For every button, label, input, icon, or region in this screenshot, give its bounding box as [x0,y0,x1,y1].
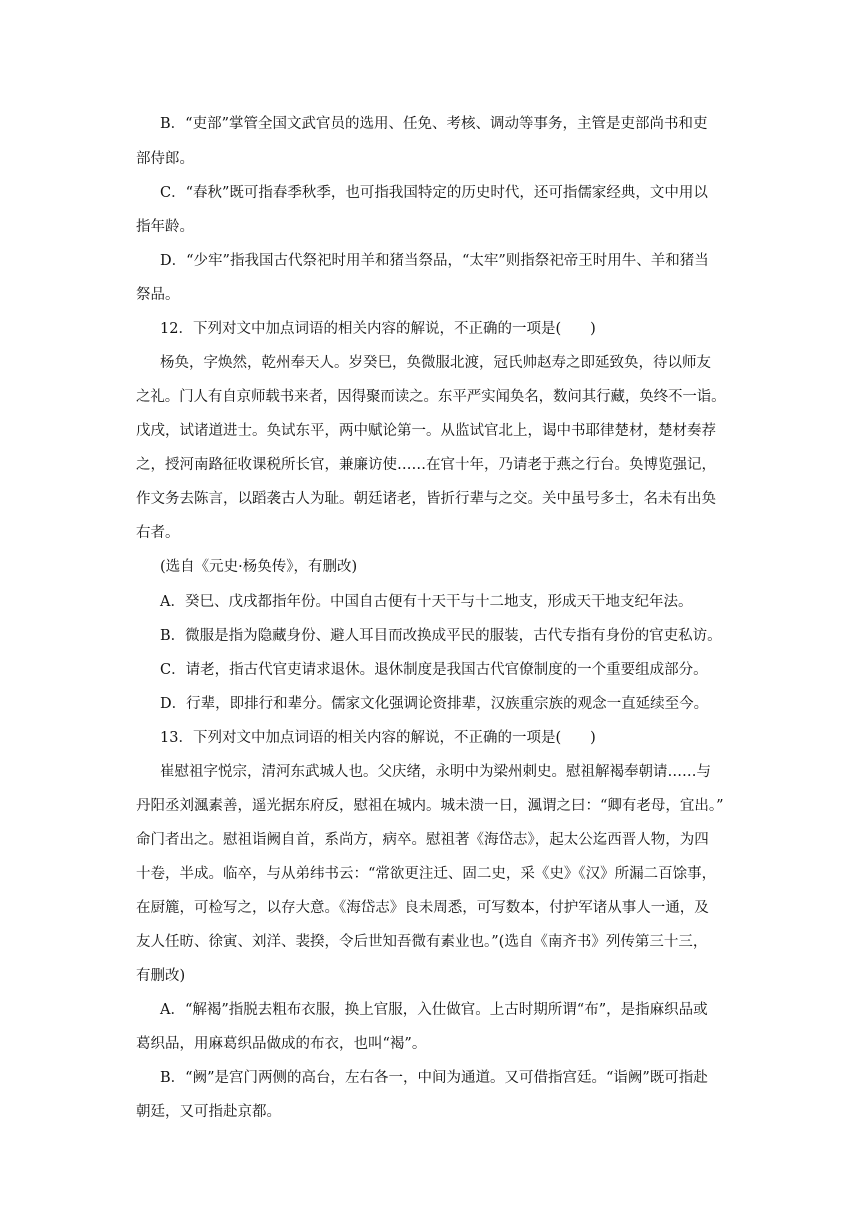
q12-option-c: C．请老，指古代官吏请求退休。退休制度是我国古代官僚制度的一个重要组成部分。 [160,662,708,678]
q13-option-b-line-1: B．“阙”是宫门两侧的高台，左右各一，中间为通道。又可借指宫廷。“诣阙”既可指赴 [160,1070,708,1086]
passage-12-line-3: 戊戌，试诸道进士。奂试东平，两中赋论第一。从监试官北上，谒中书耶律楚材，楚材奏荐 [136,423,716,439]
option-d-line-1: D．“少牢”指我国古代祭祀时用羊和猪当祭品，“太牢”则指祭祀帝王时用牛、羊和猪当 [160,253,709,269]
question-13-stem: 13．下列对文中加点词语的相关内容的解说，不正确的一项是( ) [160,730,596,746]
q13-option-a-line-2: 葛织品，用麻葛织品做成的布衣，也叫“褐”。 [136,1036,427,1052]
q12-option-a: A．癸巳、戊戌都指年份。中国自古便有十天干与十二地支，形成天干地支纪年法。 [160,594,693,610]
q12-option-d: D．行辈，即排行和辈分。儒家文化强调论资排辈，汉族重宗族的观念一直延续至今。 [160,696,709,712]
q13-option-a-line-1: A．“解褐”指脱去粗布衣服，换上官服，入仕做官。上古时期所谓“布”，是指麻织品或 [160,1002,708,1018]
passage-12-line-2: 之礼。门人有自京师载书来者，因得聚而读之。东平严实闻奂名，数问其行藏，奂终不一诣。 [136,389,726,405]
passage-12-source: (选自《元史·杨奂传》，有删改) [160,559,358,575]
passage-12-line-5: 作文务去陈言，以蹈袭古人为耻。朝廷诸老，皆折行辈与之交。关中虽号多士，名未有出奂 [136,491,716,507]
q13-option-b-line-2: 朝廷，又可指赴京都。 [136,1104,281,1120]
question-12-stem: 12．下列对文中加点词语的相关内容的解说，不正确的一项是( ) [160,321,596,337]
passage-12-line-4: 之，授河南路征收课税所长官，兼廉访使……在官十年，乃请老于燕之行台。奂博览强记， [136,457,716,473]
passage-13-line-3: 命门者出之。慰祖诣阙自首，系尚方，病卒。慰祖著《海岱志》，起太公迄西晋人物，为四 [136,832,709,848]
option-c-line-2: 指年龄。 [136,219,194,235]
passage-13-line-4: 十卷，半成。临卒，与从弟纬书云：“常欲更注迁、固二史，采《史》《汉》所漏二百馀事， [136,866,717,882]
option-b-line-2: 部侍郎。 [136,151,194,167]
q12-option-b: B．微服是指为隐藏身份、避人耳目而改换成平民的服装，古代专指有身份的官吏私访。 [160,628,722,644]
option-b-line-1: B．“吏部”掌管全国文武官员的选用、任免、考核、调动等事务，主管是吏部尚书和吏 [160,116,708,132]
passage-13-line-5: 在厨簏，可检写之，以存大意。《海岱志》良未周悉，可写数本，付护军诸从事人一通，及 [136,900,709,916]
passage-13-line-6: 友人任昉、徐寅、刘洋、裴揆，令后世知吾微有素业也。”(选自《南齐书》列传第三十三， [136,934,708,950]
passage-12-line-1: 杨奂，字焕然，乾州奉天人。岁癸巳，奂微服北渡，冠氏帅赵寿之即延致奂，待以师友 [160,355,711,371]
passage-13-line-2: 丹阳丞刘渢素善，遥光据东府反，慰祖在城内。城未溃一日，渢谓之曰：“卿有老母，宜出。” [136,798,724,814]
option-c-line-1: C．“春秋”既可指春季秋季，也可指我国特定的历史时代，还可指儒家经典，文中用以 [160,185,708,201]
passage-13-line-7: 有删改) [136,968,186,984]
passage-12-line-6: 右者。 [136,525,180,541]
option-d-line-2: 祭品。 [136,287,180,303]
passage-13-line-1: 崔慰祖字悦宗，清河东武城人也。父庆绪，永明中为梁州刺史。慰祖解褐奉朝请……与 [160,764,711,780]
